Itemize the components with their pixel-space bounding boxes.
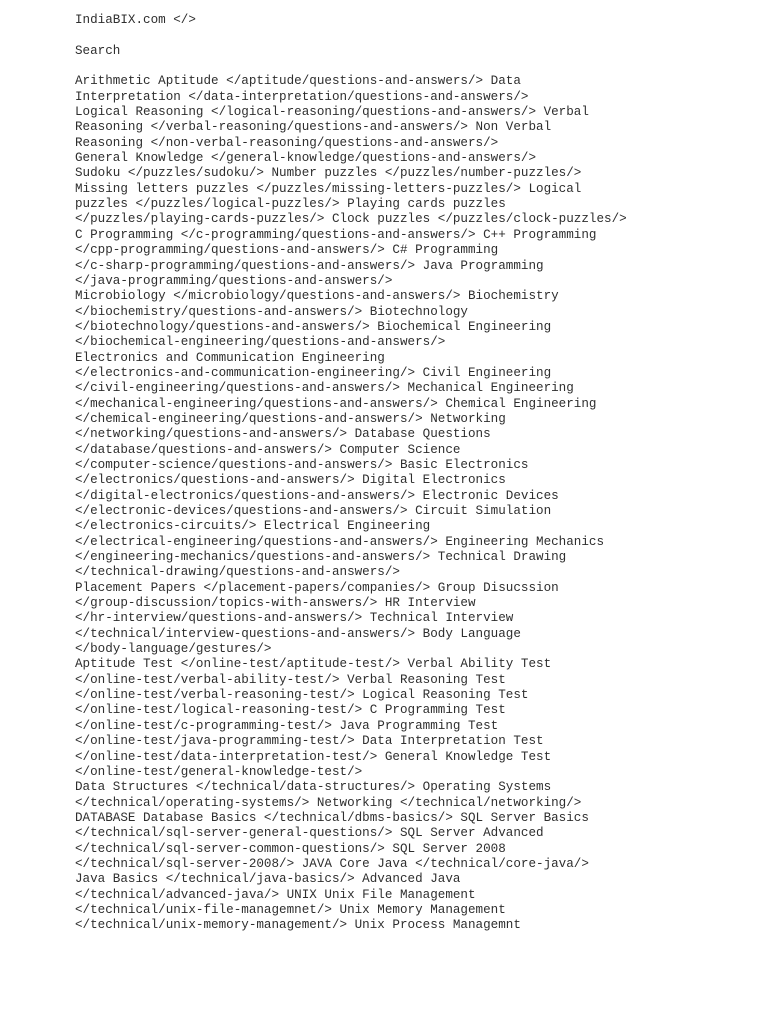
link-text-line[interactable]: </electronics-and-communication-engineering/> Civil Engineering <box>75 365 552 380</box>
link-text-line[interactable]: DATABASE Database Basics </technical/dbms-basics/> SQL Server Basics <box>75 810 589 825</box>
link-text-line[interactable]: </biotechnology/questions-and-answers/> Biochemical Engineering <box>75 319 552 334</box>
link-text-line[interactable]: </biochemical-engineering/questions-and-answers/> <box>75 335 446 350</box>
link-text-line[interactable]: C Programming </c-programming/questions-and-answers/> C++ Programming <box>75 227 597 242</box>
link-text-line[interactable]: Reasoning </non-verbal-reasoning/questions-and-answers/> <box>75 135 499 150</box>
link-text-line[interactable]: </group-discussion/topics-with-answers/> HR Interview <box>75 596 476 611</box>
link-text-line[interactable]: Arithmetic Aptitude </aptitude/questions-and-answers/> Data <box>75 74 521 89</box>
link-text-line[interactable]: </biochemistry/questions-and-answers/> Biotechnology <box>75 304 468 319</box>
link-text-line[interactable]: </technical/sql-server-general-questions/> SQL Server Advanced <box>75 826 544 841</box>
link-text-line[interactable]: </mechanical-engineering/questions-and-answers/> Chemical Engineering <box>75 396 597 411</box>
link-text-line[interactable]: Electronics and Communication Engineering <box>75 350 385 365</box>
link-text-line[interactable]: Java Basics </technical/java-basics/> Advanced Java <box>75 872 461 887</box>
link-text-line[interactable]: </technical/unix-memory-management/> Unix Process Managemnt <box>75 918 521 933</box>
link-text-line[interactable]: Sudoku </puzzles/sudoku/> Number puzzles </puzzles/number-puzzles/> <box>75 166 582 181</box>
link-text-line[interactable]: Missing letters puzzles </puzzles/missing-letters-puzzles/> Logical <box>75 181 582 196</box>
link-text-line[interactable]: </electronic-devices/questions-and-answers/> Circuit Simulation <box>75 504 552 518</box>
link-text-line[interactable]: </online-test/data-interpretation-test/> General Knowledge Test <box>75 749 552 764</box>
document-page <box>75 13 755 934</box>
link-text-line[interactable]: </electronics/questions-and-answers/> Digital Electronics <box>75 473 506 488</box>
link-text-line[interactable]: </civil-engineering/questions-and-answers/> Mechanical Engineering <box>75 381 574 396</box>
link-text-line[interactable]: </technical/sql-server-2008/> JAVA Core Java </technical/core-java/> <box>75 856 589 871</box>
link-text-line[interactable]: </electrical-engineering/questions-and-answers/> Engineering Mechanics <box>75 534 605 549</box>
link-text-line[interactable]: </online-test/verbal-ability-test/> Verbal Reasoning Test <box>75 672 506 687</box>
link-text-line[interactable]: puzzles </puzzles/logical-puzzles/> Playing cards puzzles <box>75 197 506 212</box>
link-text-line[interactable]: Logical Reasoning </logical-reasoning/questions-and-answers/> Verbal <box>75 105 589 120</box>
link-text-line[interactable]: </engineering-mechanics/questions-and-answers/> Technical Drawing <box>75 550 567 565</box>
link-text-line[interactable]: </hr-interview/questions-and-answers/> Technical Interview <box>75 611 514 626</box>
site-title-link[interactable]: IndiaBIX.com </> <box>75 13 196 27</box>
link-text-line[interactable]: </java-programming/questions-and-answers/> <box>75 273 393 288</box>
spacer <box>75 59 755 74</box>
link-text-line[interactable]: </online-test/verbal-reasoning-test/> Logical Reasoning Test <box>75 688 529 703</box>
link-text-line[interactable]: </database/questions-and-answers/> Computer Science <box>75 442 461 457</box>
link-text-line[interactable]: </technical/sql-server-common-questions/> SQL Server 2008 <box>75 841 506 856</box>
link-text-line[interactable]: Placement Papers </placement-papers/companies/> Group Disucssion <box>75 580 559 595</box>
link-text-line[interactable]: Interpretation </data-interpretation/questions-and-answers/> <box>75 89 529 104</box>
link-text-line[interactable]: </online-test/java-programming-test/> Data Interpretation Test <box>75 734 544 749</box>
link-text-line[interactable]: </networking/questions-and-answers/> Database Questions <box>75 427 491 442</box>
spacer <box>75 28 755 43</box>
link-text-line[interactable]: </cpp-programming/questions-and-answers/> C# Programming <box>75 243 499 258</box>
link-text-line[interactable]: </chemical-engineering/questions-and-answers/> Networking <box>75 411 506 426</box>
link-text-line[interactable]: </body-language/gestures/> <box>75 642 272 657</box>
link-text-line[interactable]: </technical/interview-questions-and-answers/> Body Language <box>75 626 521 641</box>
link-text-line[interactable]: </computer-science/questions-and-answers/> Basic Electronics <box>75 457 529 472</box>
link-text-line[interactable]: </online-test/general-knowledge-test/> <box>75 764 363 779</box>
link-text-line[interactable]: </technical-drawing/questions-and-answers/> <box>75 565 400 580</box>
link-text-line[interactable]: </technical/advanced-java/> UNIX Unix File Management <box>75 887 476 902</box>
link-text-line[interactable]: Reasoning </verbal-reasoning/questions-and-answers/> Non Verbal <box>75 120 552 135</box>
link-text-line[interactable]: Microbiology </microbiology/questions-and-answers/> Biochemistry <box>75 289 559 304</box>
link-text-line[interactable]: Aptitude Test </online-test/aptitude-test/> Verbal Ability Test <box>75 657 552 672</box>
link-text-line[interactable]: </puzzles/playing-cards-puzzles/> Clock puzzles </puzzles/clock-puzzles/> <box>75 212 627 227</box>
link-text-line[interactable]: Data Structures </technical/data-structures/> Operating Systems <box>75 780 552 795</box>
link-text-line[interactable]: </technical/unix-file-managemnet/> Unix Memory Management <box>75 902 506 917</box>
search-label[interactable]: Search <box>75 43 121 58</box>
link-text-line[interactable]: </c-sharp-programming/questions-and-answers/> Java Programming <box>75 258 544 273</box>
link-text-line[interactable]: </electronics-circuits/> Electrical Engineering <box>75 519 431 534</box>
link-text-line[interactable]: </online-test/logical-reasoning-test/> C Programming Test <box>75 703 506 718</box>
link-list <box>75 74 755 933</box>
link-text-line[interactable]: </technical/operating-systems/> Networking </technical/networking/> <box>75 795 582 810</box>
link-text-line[interactable]: </online-test/c-programming-test/> Java Programming Test <box>75 718 499 733</box>
link-text-line[interactable]: </digital-electronics/questions-and-answers/> Electronic Devices <box>75 488 559 503</box>
link-text-line[interactable]: General Knowledge </general-knowledge/questions-and-answers/> <box>75 151 537 166</box>
